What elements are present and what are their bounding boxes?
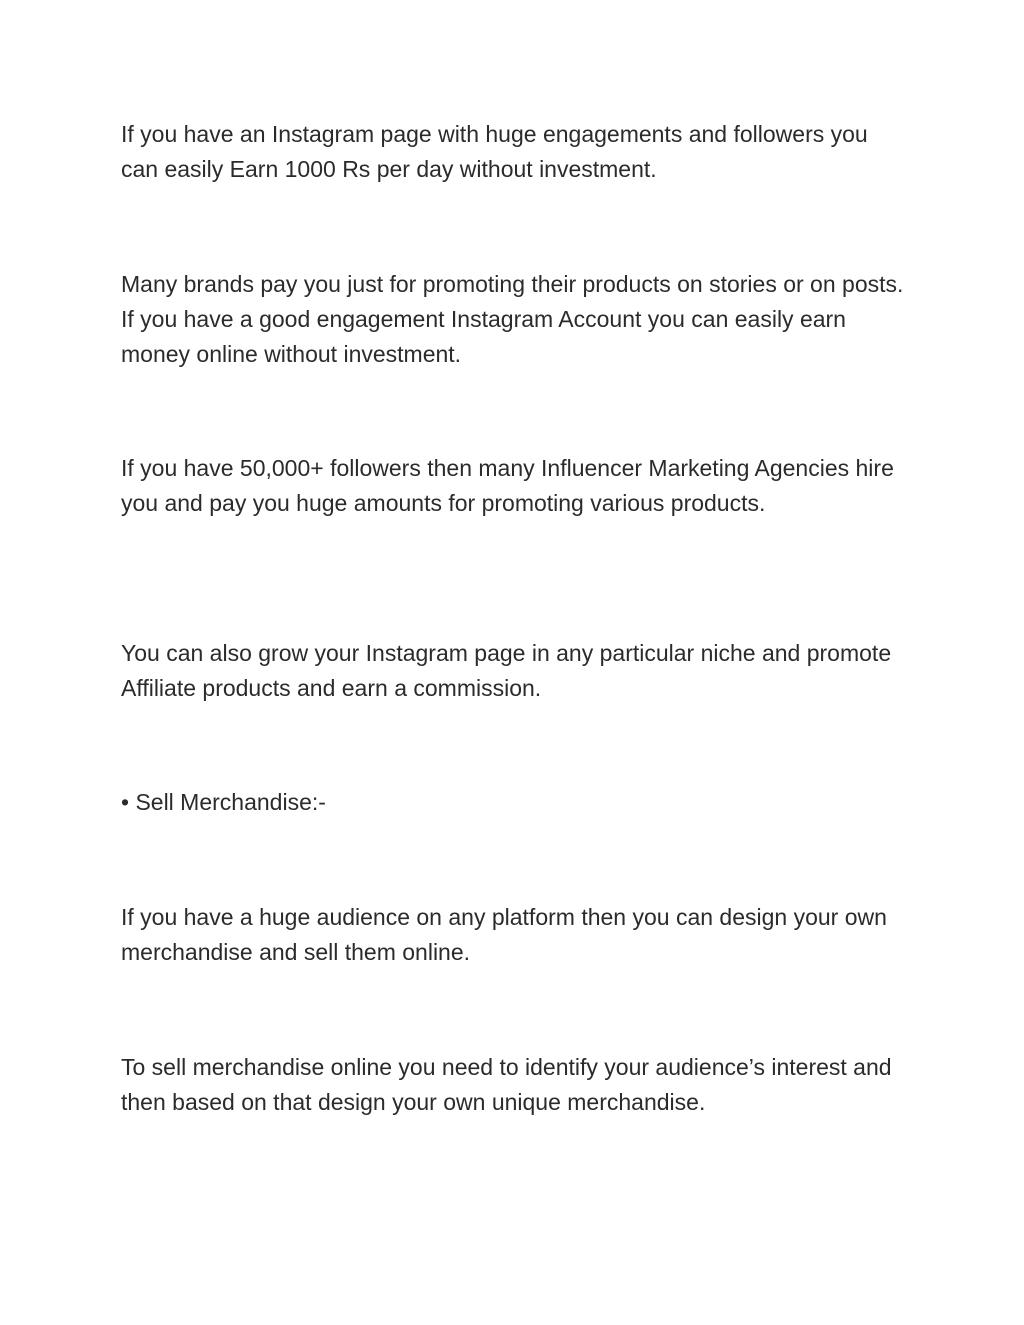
paragraph-design-merchandise: If you have a huge audience on any platform then you can design your own merchandise and sell them online. xyxy=(121,904,887,965)
paragraph-instagram-earnings: If you have an Instagram page with huge engagements and followers you can easily Earn 1000 Rs per day without investment. xyxy=(121,121,868,182)
paragraph-influencer-agencies: If you have 50,000+ followers then many Influencer Marketing Agencies hire you and pay you huge amounts for promoting various products. xyxy=(121,455,894,516)
paragraph-affiliate-products: You can also grow your Instagram page in any particular niche and promote Affiliate products and earn a commission. xyxy=(121,640,892,701)
paragraph-identify-audience: To sell merchandise online you need to identify your audience’s interest and then based on that design your own unique merchandise. xyxy=(121,1054,892,1115)
paragraph-brand-promotions: Many brands pay you just for promoting their products on stories or on posts. If you have a good engagement Instagram Account you can easily earn money online without investment. xyxy=(121,271,904,367)
section-heading-sell-merchandise: • Sell Merchandise:- xyxy=(121,789,326,815)
